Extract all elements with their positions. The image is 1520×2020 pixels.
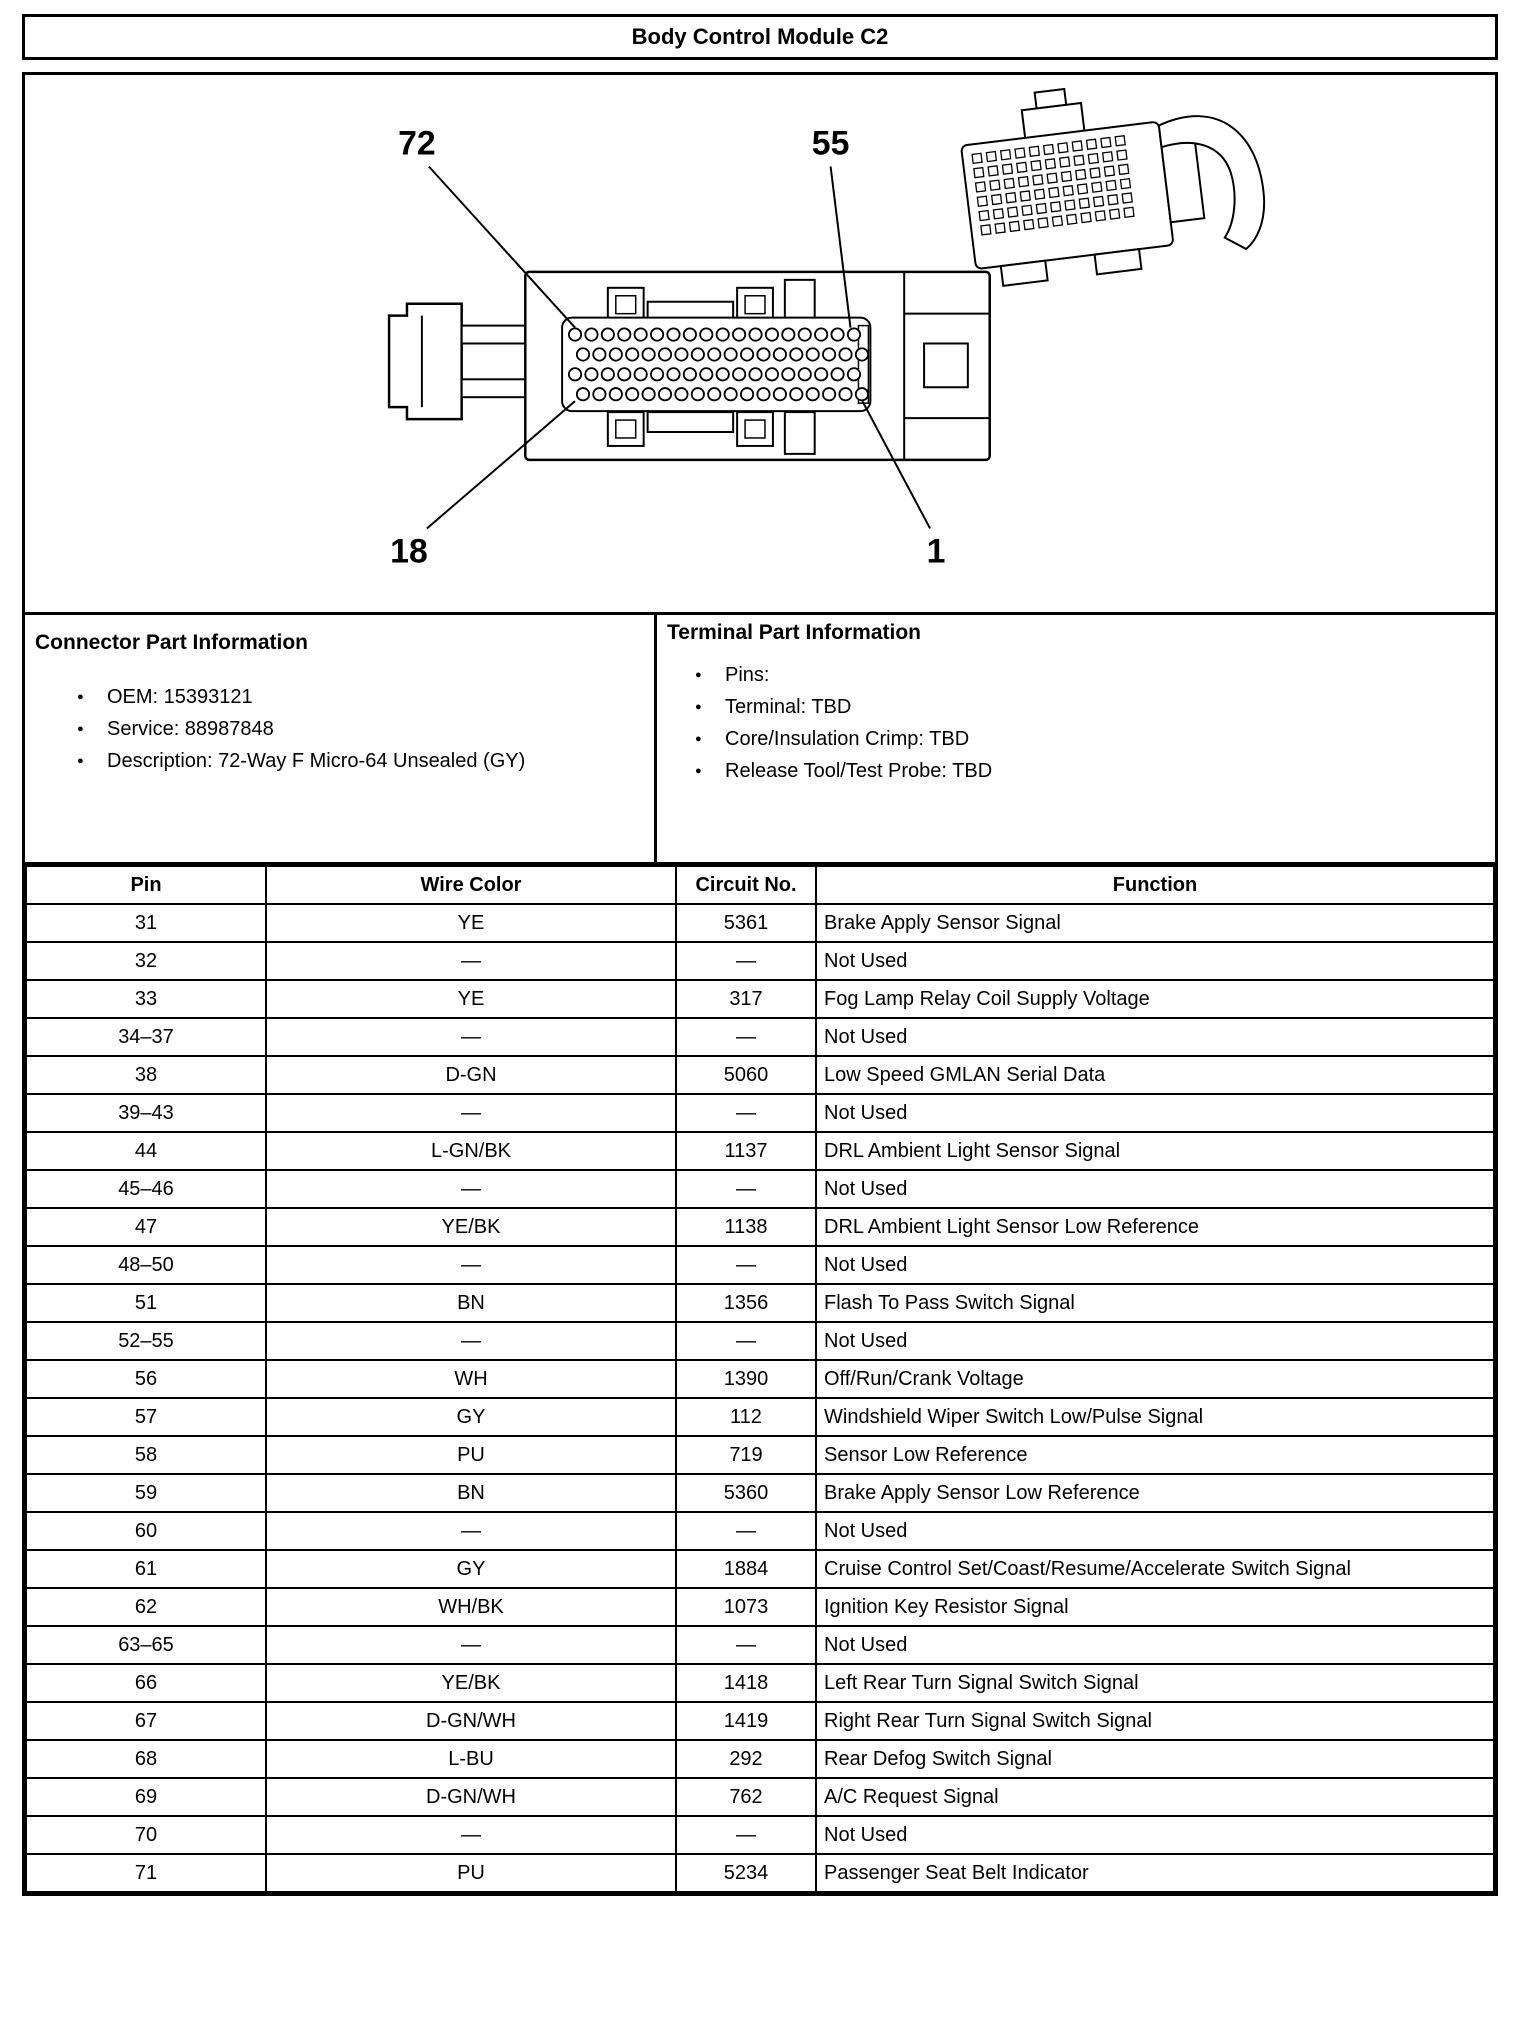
pin-label-1: 1 [926,532,946,571]
connector-info-service: ● Service: 88987848 [107,717,644,742]
circuit-no-cell: 1137 [676,1132,816,1170]
circuit-no-cell: 5234 [676,1854,816,1892]
pin-table [25,865,1495,1893]
function-cell: A/C Request Signal [816,1778,1494,1816]
circuit-no-cell: 1356 [676,1284,816,1322]
wire-color-cell: YE/BK [266,1664,676,1702]
circuit-no-cell: 1138 [676,1208,816,1246]
terminal-part-info-heading: Terminal Part Information [667,621,921,644]
circuit-no-cell: 1390 [676,1360,816,1398]
circuit-no-cell: — [676,942,816,980]
function-cell: Left Rear Turn Signal Switch Signal [816,1664,1494,1702]
table-row [26,1208,1494,1246]
table-row [26,1170,1494,1208]
function-cell: Not Used [816,1626,1494,1664]
circuit-no-cell: 317 [676,980,816,1018]
pin-cell: 51 [26,1284,266,1322]
pin-label-72: 72 [398,124,436,163]
circuit-no-cell: 719 [676,1436,816,1474]
function-cell: Fog Lamp Relay Coil Supply Voltage [816,980,1494,1018]
pin-table-header-row [26,866,1494,904]
function-cell: Not Used [816,1816,1494,1854]
circuit-no-cell: — [676,1170,816,1208]
wire-color-cell: L-BU [266,1740,676,1778]
function-cell: DRL Ambient Light Sensor Signal [816,1132,1494,1170]
table-row [26,1132,1494,1170]
function-cell: Passenger Seat Belt Indicator [816,1854,1494,1892]
function-cell: Off/Run/Crank Voltage [816,1360,1494,1398]
connector-diagram [25,75,1495,615]
circuit-no-cell: — [676,1018,816,1056]
table-row [26,1246,1494,1284]
pin-cell: 47 [26,1208,266,1246]
table-row [26,1702,1494,1740]
function-cell: Right Rear Turn Signal Switch Signal [816,1702,1494,1740]
circuit-no-cell: — [676,1094,816,1132]
pin-cell: 69 [26,1778,266,1816]
wire-color-cell: BN [266,1474,676,1512]
function-cell: Not Used [816,1512,1494,1550]
table-row [26,1626,1494,1664]
wire-color-cell: D-GN/WH [266,1778,676,1816]
wire-color-cell: YE/BK [266,1208,676,1246]
circuit-no-cell: — [676,1512,816,1550]
pin-cell: 66 [26,1664,266,1702]
circuit-no-cell: 5361 [676,904,816,942]
pin-cell: 70 [26,1816,266,1854]
function-cell: Not Used [816,1246,1494,1284]
pin-cell: 63–65 [26,1626,266,1664]
table-row [26,942,1494,980]
function-cell: Flash To Pass Switch Signal [816,1284,1494,1322]
wire-color-cell: — [266,1626,676,1664]
wire-color-cell: — [266,942,676,980]
pin-cell: 44 [26,1132,266,1170]
pin-cell: 68 [26,1740,266,1778]
circuit-no-cell: 1419 [676,1702,816,1740]
wire-color-cell: PU [266,1436,676,1474]
pin-cell: 33 [26,980,266,1018]
table-row [26,1588,1494,1626]
function-cell: Brake Apply Sensor Low Reference [816,1474,1494,1512]
circuit-no-cell: 292 [676,1740,816,1778]
function-cell: Brake Apply Sensor Signal [816,904,1494,942]
circuit-no-cell: — [676,1626,816,1664]
pin-cell: 45–46 [26,1170,266,1208]
pin-cell: 61 [26,1550,266,1588]
wire-color-cell: BN [266,1284,676,1322]
function-cell: Not Used [816,942,1494,980]
pin-cell: 39–43 [26,1094,266,1132]
pin-cell: 60 [26,1512,266,1550]
pin-cell: 31 [26,904,266,942]
col-header-pin: Pin [26,866,266,904]
wire-color-cell: D-GN [266,1056,676,1094]
table-row [26,1284,1494,1322]
pin-label-55: 55 [811,124,850,163]
pin-cell: 38 [26,1056,266,1094]
table-row [26,904,1494,942]
table-row [26,1854,1494,1892]
circuit-no-cell: 1884 [676,1550,816,1588]
pin-cell: 71 [26,1854,266,1892]
pin-cell: 67 [26,1702,266,1740]
connector-left-bracket [389,304,462,419]
col-header-function: Function [816,866,1494,904]
table-row [26,1018,1494,1056]
pin-cell: 34–37 [26,1018,266,1056]
function-cell: Windshield Wiper Switch Low/Pulse Signal [816,1398,1494,1436]
wire-color-cell: WH [266,1360,676,1398]
function-cell: Cruise Control Set/Coast/Resume/Accelerate Switch Signal [816,1550,1494,1588]
circuit-no-cell: — [676,1322,816,1360]
pin-cell: 62 [26,1588,266,1626]
page-title: Body Control Module C2 [22,14,1498,60]
table-row [26,1550,1494,1588]
function-cell: Ignition Key Resistor Signal [816,1588,1494,1626]
pin-cell: 52–55 [26,1322,266,1360]
connector-diagram-svg [25,75,1495,612]
pin-cell: 57 [26,1398,266,1436]
function-cell: Not Used [816,1170,1494,1208]
table-row [26,1436,1494,1474]
connector-part-info [25,615,657,862]
wire-color-cell: WH/BK [266,1588,676,1626]
col-header-wire-color: Wire Color [266,866,676,904]
connector-front-view [389,272,990,460]
pin-cell: 32 [26,942,266,980]
wire-color-cell: PU [266,1854,676,1892]
table-row [26,1816,1494,1854]
connector-part-info-list [35,685,644,774]
col-header-circuit-no: Circuit No. [676,866,816,904]
wire-color-cell: GY [266,1398,676,1436]
circuit-no-cell: 5360 [676,1474,816,1512]
table-row [26,1094,1494,1132]
circuit-no-cell: — [676,1816,816,1854]
table-row [26,1740,1494,1778]
table-row [26,1512,1494,1550]
wire-color-cell: — [266,1094,676,1132]
function-cell: Not Used [816,1094,1494,1132]
table-row [26,1056,1494,1094]
wire-color-cell: L-GN/BK [266,1132,676,1170]
wire-color-cell: — [266,1170,676,1208]
function-cell: Low Speed GMLAN Serial Data [816,1056,1494,1094]
wire-color-cell: — [266,1018,676,1056]
circuit-no-cell: 5060 [676,1056,816,1094]
connector-info-description: ● Description: 72-Way F Micro-64 Unsealed (GY) [107,749,644,774]
table-row [26,980,1494,1018]
pin-label-18: 18 [390,532,428,571]
terminal-part-info [657,615,1495,862]
function-cell: Not Used [816,1322,1494,1360]
table-row [26,1322,1494,1360]
function-cell: Sensor Low Reference [816,1436,1494,1474]
terminal-info-pins: ● Pins: [725,663,1485,688]
circuit-no-cell: 1073 [676,1588,816,1626]
wire-color-cell: YE [266,980,676,1018]
circuit-no-cell: 762 [676,1778,816,1816]
function-cell: DRL Ambient Light Sensor Low Reference [816,1208,1494,1246]
terminal-info-terminal: ● Terminal: TBD [725,695,1485,720]
pin-cell: 58 [26,1436,266,1474]
connector-3d-view [956,75,1271,289]
pin-cell: 56 [26,1360,266,1398]
wire-color-cell: YE [266,904,676,942]
wire-color-cell: — [266,1512,676,1550]
table-row [26,1398,1494,1436]
table-row [26,1664,1494,1702]
pin-table-body [26,904,1494,1892]
wire-color-cell: — [266,1322,676,1360]
terminal-info-crimp: ● Core/Insulation Crimp: TBD [725,727,1485,752]
content-frame [22,72,1498,1896]
wire-color-cell: — [266,1246,676,1284]
circuit-no-cell: 1418 [676,1664,816,1702]
table-row [26,1778,1494,1816]
function-cell: Rear Defog Switch Signal [816,1740,1494,1778]
table-row [26,1360,1494,1398]
circuit-no-cell: 112 [676,1398,816,1436]
connector-info-oem: ● OEM: 15393121 [107,685,644,710]
function-cell: Not Used [816,1018,1494,1056]
wire-color-cell: GY [266,1550,676,1588]
part-info-section [25,615,1495,865]
wire-color-cell: D-GN/WH [266,1702,676,1740]
wire-color-cell: — [266,1816,676,1854]
pin-cell: 48–50 [26,1246,266,1284]
connector-part-info-heading: Connector Part Information [35,631,309,654]
terminal-part-info-list [667,663,1485,784]
terminal-info-release-tool: ● Release Tool/Test Probe: TBD [725,759,1485,784]
circuit-no-cell: — [676,1246,816,1284]
table-row [26,1474,1494,1512]
pin-cell: 59 [26,1474,266,1512]
